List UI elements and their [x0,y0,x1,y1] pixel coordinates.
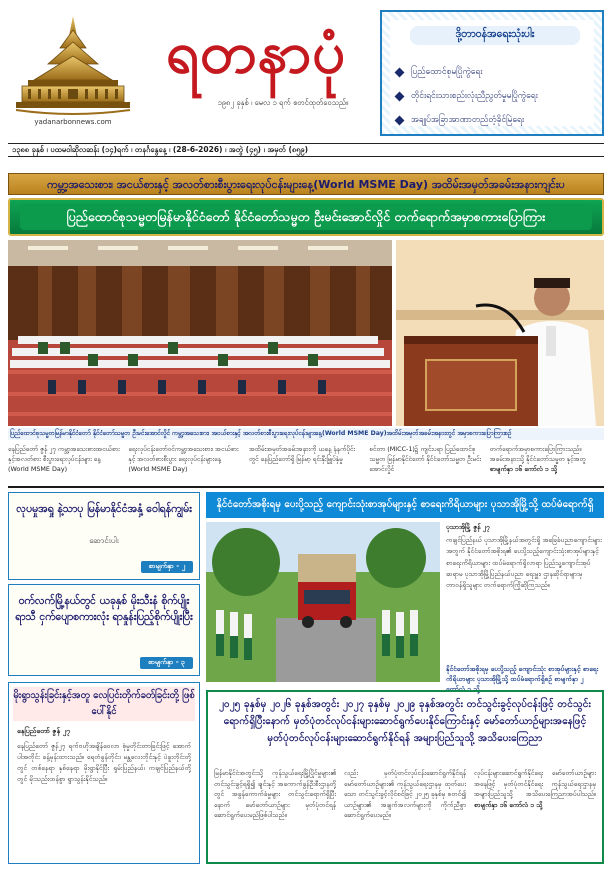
newspaper-title: ရတနာပုံ [165,18,347,86]
school-photo-caption: နိုင်ငံတော်အစိုးရမှ ပေးပို့သည့် ကျောင်းသုံး စာအုပ်များနှင့် စာရေးကိရိယာများ ပုသာအိုမြို့သို့ ထပ်မံရောက်ရှိစဉ် စာမျက်နှာ ၂ ကော်လံ ၁ သို့ [446,665,599,693]
vehicle-import-story [206,690,604,864]
lead-photo-speaker [396,240,604,426]
slogan-item: အချုပ်အခြာအာဏာတည်တံ့ခိုင်မြဲရေး [396,108,590,132]
lead-photo-hall [8,240,392,426]
masthead [8,8,376,136]
delivery-truck-image [206,522,440,682]
lead-column: တက်ရောက်အမှာစကားပြောကြားသည်။ အခမ်းအနားသို့ နိုင်ငံတော်သမ္မတ နှင့်အတူ စာမျက်နှာ ၁၆ ကော်လံ ၁ သို့ [489,445,586,473]
article-column: လည်း မှတ်ပုံတင်လုပ်ငန်းဆောင်ရွက်နိုင်ရန် မော်တော်ယာဉ်များ၏ ကုန်သွယ်ရေးဌာနမှ ထုတ်ပေးသော တင်သွင်းခွင့်လိုင်စင်ဖြင့် ၂၀၂၅ ခုနှစ်မှ စတင်၍ ယာဉ်များ၏ အချက်အလက်များကို ကိုက်ညီစွာ ဆောင်ရွက်ပေးမည်။ [344,769,466,820]
school-story-headline: နိုင်ငံတော်အစိုးရမှ ပေးပို့သည့် ကျောင်းသုံးစာအုပ်များနှင့် စာရေးကိရိယာများ ပုသာအိုမြို့သို့ ထပ်မံရောက်ရှိ [206,492,604,518]
teaser-author: ဆောင်းပါး [89,536,119,545]
school-story-photo [206,522,440,682]
slogan-item: တိုင်းရင်းသားစည်းလုံးညီညွတ်မှုမပြိုကွဲရေး [396,84,590,108]
diamond-bullet-icon [395,91,405,101]
diamond-bullet-icon [395,115,405,125]
conference-hall-image [8,240,392,426]
weather-body: နေပြည်တော် ဇွန်၂၇ ရက်ဗဟိုအချိန်ဝေလာ စုံမှုတိုင်းတာခြင်းဖြင့် အောက်ပါအတိုင်း ခန့်မှန်းထားသည်။ ရေတံခွန်တိုင်း၊ မန္တလေးတိုင်းနှင့် ပဲခူးတိုင်းတို့တွင် တစ်နေရာ နှစ်နေရာ မိုးရွာနိုင်ပြီး ရှမ်းပြည်နယ်၊ ကချင်ပြည်နယ်တို့တွင် မိုးသည်းထန်စွာ ရွာသွန်းနိုင်သည်။ [17,742,191,783]
teaser-article[interactable] [8,492,200,580]
teaser-title: လုပမှုအရှု နဲ့သာပု မြန်မာနိုင်ငံအနှံ့ ဝေါရန်ကျွမ်း [16,503,192,515]
lead-column: ရေးလုပ်ငန်းတော်ဝင်ကမ္ဘာ့အသေးစား၊ အငယ်စားနှင့် အလတ်စားစီးပွား ရေးလုပ်ငန်းများနေ့ (World MSME Day) [128,445,239,473]
national-slogan-box [380,10,604,136]
weather-headline: မိုးရွာသွန်းခြင်းနှင့်အတူ လေပြင်းတိုက်ခတ်ခြင်းတို့ ဖြစ်ပေါ်နိုင် [13,687,195,721]
section-divider [8,486,604,488]
teaser-page-link[interactable]: စာမျက်နှာ - ၂ [141,561,193,573]
vehicle-import-body [214,768,596,860]
lead-kicker: ကမ္ဘာ့အသေးစား၊ အငယ်စားနှင့် အလတ်စားစီးပွားရေးလုပ်ငန်းများနေ့(World MSME Day) အထိမ်းအမှတ်အခမ်းအနားကျင်းပ [8,173,604,195]
slogan-list [396,60,590,132]
lead-continued-link[interactable]: စာမျက်နှာ ၁၆ ကော်လံ ၁ သို့ [489,465,557,473]
lead-headline-banner [8,198,604,236]
lead-photo-caption: ပြည်ထောင်စုသမ္မတမြန်မာနိုင်ငံတော် နိုင်ငံတော်သမ္မတ ဦးမင်းအောင်လှိုင် ကမ္ဘာ့အသေးစား၊ အငယ်စားနှင့် အလတ်စားစီးပွားရေးလုပ်ငန်းများနေ့(World MSME Day)အထိမ်းအမှတ်အခမ်းအနားတွင် အမှာစကားပြောကြားစဉ် [8,428,604,440]
founding-date: ၁၉၈၂ ခုနှစ် ၊ မေလ ၁ ရက် စတင်ထုတ်ဝေသည်။ [217,98,349,107]
slogan-item: ပြည်ထောင်စုမပြိုကွဲရေး [396,60,590,84]
lead-column: နေပြည်တော် ဇွန် ၂၇ ကမ္ဘာ့အသေးစား၊အငယ်စားနှင့်အလတ်စား စီးပွားရေးလုပ်ငန်းများ နေ့ (World MSME Day) [8,445,120,473]
school-dateline: ပုသာအိုမြို့ ဇွန် ၂၇ [446,523,490,531]
speaker-at-podium-image [396,240,604,426]
weather-dateline: နေပြည်တော် ဇွန် ၂၇ [17,727,70,735]
vehicle-import-headline: ၂၀၂၅ ခုနှစ်မှ ၂၀၂၆ ခုနှစ်အတွင်း ၂၀၂၇ ခုနှစ်မှ ၂၀၂၉ ခုနှစ်အတွင်း တင်သွင်းခွင့်လုပ်ငန်းဖြင့် တင်သွင်းရောက်ရှိပြီးနောက် မှတ်ပုံတင်လုပ်ငန်းများဆောင်ရွက်ပေးနိုင်ကြောင်းနှင့် မော်တော်ယာဉ်များအနေဖြင့် မှတ်ပုံတင်လုပ်ငန်းများဆောင်ရွက်နိုင်ရန် အများပြည်သူသို့ အသိပေးကြေညာ [212,696,598,764]
school-story-body: ပုသာအိုမြို့ ဇွန် ၂၇ ကချင်ပြည်နယ် ပုသာအိုမြို့နယ်အတွင်းရှိ အခြေခံပညာကျောင်းများအတွက် နိုင်ငံတော်အစိုးရ၏ ပေးပို့သည့်ကျောင်းသုံးစာအုပ်များနှင့် စာရေးကိရိယာများ ထပ်မံရောက်ရှိလာရာ ပြည်သူ့ကျောင်းအုပ်ဆရာမ ပုသာအိုမြို့ပြည်နယ်ပညာ ရေးမှူး၊ ဌာနဆိုင်ရာများမှ တာဝန်ရှိသူများ တက်ရောက်ကြိုဆိုကြသည်။ [446,522,604,682]
slogan-heading: ဒို့တာဝန်အရေးသုံးပါး [410,26,580,45]
weather-story [8,682,200,864]
teaser-article[interactable] [8,584,200,676]
school-continued-link[interactable]: စာမျက်နှာ ၂ ကော်လံ ၁ သို့ [446,675,584,693]
vehicle-continued-link[interactable]: စာမျက်နှာ ၁၆ ကော်လံ ၁ သို့ [474,800,543,809]
lead-column: စင်တာ (MICC-1)၌ ကျင်းပရာ ပြည်ထောင်စုသမ္မတ မြန်မာနိုင်ငံတော် နိုင်ငံတော်သမ္မတ ဦးမင်းအောင်လှိုင် [369,445,482,473]
lead-article-body [8,444,604,482]
website-url: yadanarbonnews.com [34,118,112,126]
pagoda-emblem-icon [14,14,132,120]
diamond-bullet-icon [395,67,405,77]
teaser-page-link[interactable]: စာမျက်နှာ - ၃ [140,657,193,669]
article-column: မြန်မာနိုင်ငံအတွင်းသို့ ကုန်သွယ်ရေးမြို့ပြိုင်မှုများ၏ တင်သွင်းခွင့်ရရှိ၍ ချင်းနှင့် အကောက်ခွန်ဦးစီးဌာနတို့တွင် အခွန်ကောက်ခံမှုများ တင်သွင်းရောက်ရှိပြီးနောက် မော်တော်ယာဉ်များ မှတ်ပုံတင်ရန် ဆောင်ရွက်ပေးမည်ဖြစ်ပါသည်။ [214,769,336,820]
article-column: လုပ်ငန်းများဆောင်ရွက်နိုင်ရေး မော်တော်ယာဉ်များအနေဖြင့် မှတ်ပုံတင်နိုင်ရေး ကုန်သွယ်ရေးဌာနမှ အများပြည်သူသို့ အသိပေးကြေညာအပ်ပါသည်။ စာမျက်နှာ ၁၆ ကော်လံ ၁ သို့ [474,769,596,809]
teaser-title: ဝက်လက်မြို့နယ်တွင် ယခုနှစ် မိုးသီးနံ စိုက်ပျိုးရာသီ ငှက်ပျောစကားလုံး ရာနှုန်းပြည့်စိုက်ပျိုးပြီး [15,595,193,623]
lead-headline: ပြည်ထောင်စုသမ္မတမြန်မာနိုင်ငံတော် နိုင်ငံတော်သမ္မတ ဦးမင်းအောင်လှိုင် တက်ရောက်အမှာစကားပြောကြား [20,204,592,230]
issue-dateline: ၁၃၈၈ ခုနှစ် ၊ ပထမဝါဆိုလဆန်း (၁၄)ရက် ၊ တနင်္ဂနွေနေ့ ၊ (28-6-2026) ၊ အတွဲ (၄၅) ၊ အမှတ် (၈၅၉) [8,143,604,157]
lead-column: အထိမ်းအမှတ်အခမ်းအနားကို ယနေ့ နံနက်ပိုင်းတွင် နေပြည်တော်ရှိ မြန်မာ့ ရင်းနှီးမြှုပ်နှံမှု [248,445,356,463]
